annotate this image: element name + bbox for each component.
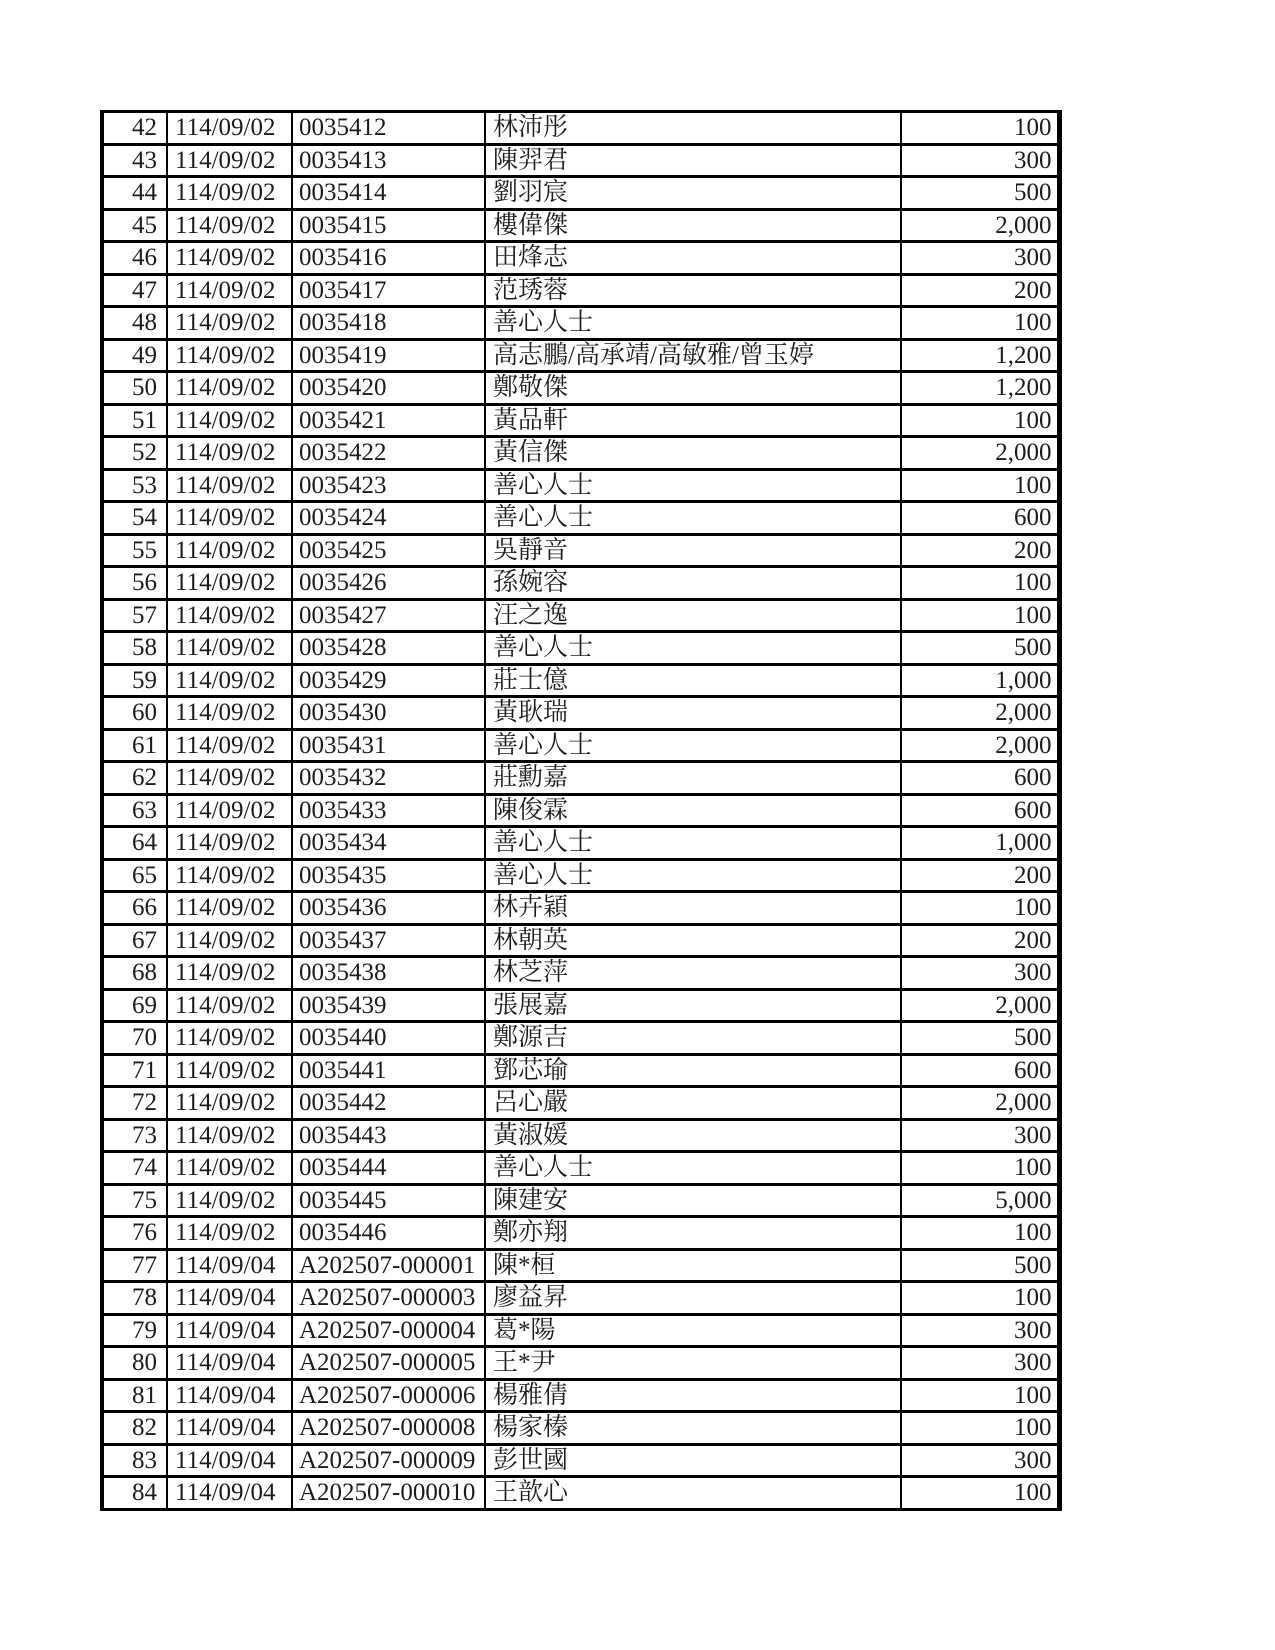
table-row <box>102 1314 1059 1347</box>
date-cell: 114/09/02 <box>167 794 292 827</box>
table-row <box>102 1249 1059 1282</box>
receipt-no-cell: A202507-000008 <box>292 1412 485 1445</box>
row-number-cell: 62 <box>102 762 167 795</box>
donor-name-cell: 楊家榛 <box>485 1412 901 1445</box>
amount-cell: 300 <box>901 242 1059 275</box>
row-number-cell: 74 <box>102 1152 167 1185</box>
date-cell: 114/09/02 <box>167 729 292 762</box>
row-number-cell: 46 <box>102 242 167 275</box>
row-number-cell: 69 <box>102 989 167 1022</box>
donor-name-cell: 莊勳嘉 <box>485 762 901 795</box>
table-row <box>102 599 1059 632</box>
donor-name-cell: 陳建安 <box>485 1184 901 1217</box>
date-cell: 114/09/02 <box>167 502 292 535</box>
receipt-no-cell: 0035436 <box>292 892 485 925</box>
donation-table-container <box>100 110 1062 1511</box>
row-number-cell: 47 <box>102 274 167 307</box>
receipt-no-cell: 0035412 <box>292 112 485 145</box>
table-row <box>102 1087 1059 1120</box>
amount-cell: 200 <box>901 924 1059 957</box>
date-cell: 114/09/02 <box>167 1022 292 1055</box>
amount-cell: 100 <box>901 567 1059 600</box>
amount-cell: 100 <box>901 892 1059 925</box>
row-number-cell: 81 <box>102 1379 167 1412</box>
table-row <box>102 274 1059 307</box>
date-cell: 114/09/02 <box>167 372 292 405</box>
receipt-no-cell: A202507-000001 <box>292 1249 485 1282</box>
receipt-no-cell: 0035426 <box>292 567 485 600</box>
date-cell: 114/09/02 <box>167 307 292 340</box>
row-number-cell: 56 <box>102 567 167 600</box>
table-row <box>102 1217 1059 1250</box>
donor-name-cell: 廖益昇 <box>485 1282 901 1315</box>
date-cell: 114/09/04 <box>167 1379 292 1412</box>
donor-name-cell: 范琇蓉 <box>485 274 901 307</box>
donor-name-cell: 鄭源吉 <box>485 1022 901 1055</box>
receipt-no-cell: 0035440 <box>292 1022 485 1055</box>
row-number-cell: 82 <box>102 1412 167 1445</box>
amount-cell: 600 <box>901 1054 1059 1087</box>
receipt-no-cell: 0035424 <box>292 502 485 535</box>
date-cell: 114/09/02 <box>167 957 292 990</box>
date-cell: 114/09/02 <box>167 469 292 502</box>
date-cell: 114/09/02 <box>167 859 292 892</box>
donor-name-cell: 呂心嚴 <box>485 1087 901 1120</box>
donor-name-cell: 鄭敬傑 <box>485 372 901 405</box>
row-number-cell: 49 <box>102 339 167 372</box>
row-number-cell: 79 <box>102 1314 167 1347</box>
donor-name-cell: 劉羽宸 <box>485 177 901 210</box>
donor-name-cell: 楊雅倩 <box>485 1379 901 1412</box>
amount-cell: 100 <box>901 469 1059 502</box>
table-row <box>102 242 1059 275</box>
donor-name-cell: 善心人士 <box>485 1152 901 1185</box>
donor-name-cell: 黃耿瑞 <box>485 697 901 730</box>
table-row <box>102 989 1059 1022</box>
amount-cell: 100 <box>901 599 1059 632</box>
row-number-cell: 65 <box>102 859 167 892</box>
table-row <box>102 112 1059 145</box>
table-row <box>102 729 1059 762</box>
date-cell: 114/09/04 <box>167 1282 292 1315</box>
date-cell: 114/09/04 <box>167 1412 292 1445</box>
row-number-cell: 64 <box>102 827 167 860</box>
amount-cell: 500 <box>901 1022 1059 1055</box>
date-cell: 114/09/04 <box>167 1314 292 1347</box>
amount-cell: 5,000 <box>901 1184 1059 1217</box>
date-cell: 114/09/02 <box>167 762 292 795</box>
receipt-no-cell: 0035433 <box>292 794 485 827</box>
table-row <box>102 1022 1059 1055</box>
row-number-cell: 60 <box>102 697 167 730</box>
date-cell: 114/09/02 <box>167 1217 292 1250</box>
table-row <box>102 1347 1059 1380</box>
amount-cell: 300 <box>901 1119 1059 1152</box>
row-number-cell: 83 <box>102 1444 167 1477</box>
date-cell: 114/09/02 <box>167 112 292 145</box>
donor-name-cell: 王*尹 <box>485 1347 901 1380</box>
donor-name-cell: 善心人士 <box>485 827 901 860</box>
donor-name-cell: 葛*陽 <box>485 1314 901 1347</box>
receipt-no-cell: 0035443 <box>292 1119 485 1152</box>
donor-name-cell: 善心人士 <box>485 729 901 762</box>
row-number-cell: 50 <box>102 372 167 405</box>
date-cell: 114/09/02 <box>167 144 292 177</box>
donor-name-cell: 善心人士 <box>485 502 901 535</box>
receipt-no-cell: 0035434 <box>292 827 485 860</box>
date-cell: 114/09/02 <box>167 274 292 307</box>
receipt-no-cell: 0035428 <box>292 632 485 665</box>
donor-name-cell: 善心人士 <box>485 469 901 502</box>
amount-cell: 100 <box>901 1217 1059 1250</box>
amount-cell: 2,000 <box>901 697 1059 730</box>
table-row <box>102 404 1059 437</box>
donor-name-cell: 善心人士 <box>485 859 901 892</box>
receipt-no-cell: 0035430 <box>292 697 485 730</box>
table-row <box>102 567 1059 600</box>
donor-name-cell: 黃淑媛 <box>485 1119 901 1152</box>
receipt-no-cell: 0035437 <box>292 924 485 957</box>
row-number-cell: 70 <box>102 1022 167 1055</box>
amount-cell: 600 <box>901 794 1059 827</box>
amount-cell: 1,000 <box>901 827 1059 860</box>
receipt-no-cell: 0035415 <box>292 209 485 242</box>
receipt-no-cell: 0035418 <box>292 307 485 340</box>
donor-name-cell: 樓偉傑 <box>485 209 901 242</box>
table-row <box>102 437 1059 470</box>
table-row <box>102 372 1059 405</box>
date-cell: 114/09/04 <box>167 1444 292 1477</box>
amount-cell: 600 <box>901 762 1059 795</box>
row-number-cell: 59 <box>102 664 167 697</box>
donor-name-cell: 林芝萍 <box>485 957 901 990</box>
date-cell: 114/09/02 <box>167 177 292 210</box>
row-number-cell: 45 <box>102 209 167 242</box>
receipt-no-cell: A202507-000006 <box>292 1379 485 1412</box>
row-number-cell: 72 <box>102 1087 167 1120</box>
receipt-no-cell: 0035413 <box>292 144 485 177</box>
amount-cell: 500 <box>901 177 1059 210</box>
receipt-no-cell: 0035416 <box>292 242 485 275</box>
date-cell: 114/09/02 <box>167 404 292 437</box>
donor-name-cell: 陳*桓 <box>485 1249 901 1282</box>
receipt-no-cell: 0035431 <box>292 729 485 762</box>
table-row <box>102 144 1059 177</box>
receipt-no-cell: 0035417 <box>292 274 485 307</box>
date-cell: 114/09/02 <box>167 697 292 730</box>
table-row <box>102 827 1059 860</box>
table-row <box>102 859 1059 892</box>
amount-cell: 2,000 <box>901 729 1059 762</box>
receipt-no-cell: 0035439 <box>292 989 485 1022</box>
table-row <box>102 1412 1059 1445</box>
date-cell: 114/09/02 <box>167 1087 292 1120</box>
receipt-no-cell: 0035414 <box>292 177 485 210</box>
table-row <box>102 957 1059 990</box>
donor-name-cell: 田烽志 <box>485 242 901 275</box>
date-cell: 114/09/02 <box>167 534 292 567</box>
amount-cell: 300 <box>901 1444 1059 1477</box>
date-cell: 114/09/02 <box>167 1152 292 1185</box>
table-row <box>102 209 1059 242</box>
amount-cell: 1,000 <box>901 664 1059 697</box>
date-cell: 114/09/02 <box>167 242 292 275</box>
amount-cell: 200 <box>901 534 1059 567</box>
date-cell: 114/09/02 <box>167 827 292 860</box>
date-cell: 114/09/02 <box>167 924 292 957</box>
amount-cell: 1,200 <box>901 339 1059 372</box>
row-number-cell: 80 <box>102 1347 167 1380</box>
donor-name-cell: 鄧芯瑜 <box>485 1054 901 1087</box>
donor-name-cell: 林朝英 <box>485 924 901 957</box>
row-number-cell: 42 <box>102 112 167 145</box>
receipt-no-cell: A202507-000004 <box>292 1314 485 1347</box>
donor-name-cell: 彭世國 <box>485 1444 901 1477</box>
row-number-cell: 76 <box>102 1217 167 1250</box>
amount-cell: 2,000 <box>901 209 1059 242</box>
donor-name-cell: 陳羿君 <box>485 144 901 177</box>
row-number-cell: 58 <box>102 632 167 665</box>
table-row <box>102 1054 1059 1087</box>
date-cell: 114/09/02 <box>167 1184 292 1217</box>
donor-name-cell: 陳俊霖 <box>485 794 901 827</box>
table-row <box>102 892 1059 925</box>
table-row <box>102 762 1059 795</box>
donor-name-cell: 莊士億 <box>485 664 901 697</box>
table-row <box>102 664 1059 697</box>
row-number-cell: 43 <box>102 144 167 177</box>
row-number-cell: 67 <box>102 924 167 957</box>
table-row <box>102 794 1059 827</box>
row-number-cell: 66 <box>102 892 167 925</box>
table-row <box>102 177 1059 210</box>
amount-cell: 2,000 <box>901 437 1059 470</box>
table-row <box>102 1184 1059 1217</box>
receipt-no-cell: 0035445 <box>292 1184 485 1217</box>
donor-name-cell: 林沛彤 <box>485 112 901 145</box>
row-number-cell: 78 <box>102 1282 167 1315</box>
row-number-cell: 51 <box>102 404 167 437</box>
date-cell: 114/09/04 <box>167 1477 292 1510</box>
donor-name-cell: 黃品軒 <box>485 404 901 437</box>
receipt-no-cell: A202507-000003 <box>292 1282 485 1315</box>
receipt-no-cell: 0035419 <box>292 339 485 372</box>
amount-cell: 100 <box>901 1412 1059 1445</box>
table-row <box>102 339 1059 372</box>
amount-cell: 100 <box>901 1477 1059 1510</box>
receipt-no-cell: 0035442 <box>292 1087 485 1120</box>
table-row <box>102 697 1059 730</box>
receipt-no-cell: A202507-000010 <box>292 1477 485 1510</box>
row-number-cell: 61 <box>102 729 167 762</box>
date-cell: 114/09/02 <box>167 1054 292 1087</box>
amount-cell: 600 <box>901 502 1059 535</box>
receipt-no-cell: 0035441 <box>292 1054 485 1087</box>
row-number-cell: 68 <box>102 957 167 990</box>
receipt-no-cell: 0035446 <box>292 1217 485 1250</box>
donor-name-cell: 孫婉容 <box>485 567 901 600</box>
receipt-no-cell: 0035421 <box>292 404 485 437</box>
date-cell: 114/09/02 <box>167 209 292 242</box>
amount-cell: 500 <box>901 1249 1059 1282</box>
receipt-no-cell: A202507-000009 <box>292 1444 485 1477</box>
row-number-cell: 52 <box>102 437 167 470</box>
donor-name-cell: 鄭亦翔 <box>485 1217 901 1250</box>
table-row <box>102 632 1059 665</box>
receipt-no-cell: 0035444 <box>292 1152 485 1185</box>
table-row <box>102 1119 1059 1152</box>
row-number-cell: 77 <box>102 1249 167 1282</box>
donation-table-body <box>102 112 1059 1510</box>
receipt-no-cell: 0035435 <box>292 859 485 892</box>
receipt-no-cell: 0035427 <box>292 599 485 632</box>
amount-cell: 300 <box>901 1314 1059 1347</box>
row-number-cell: 55 <box>102 534 167 567</box>
amount-cell: 200 <box>901 274 1059 307</box>
receipt-no-cell: 0035425 <box>292 534 485 567</box>
date-cell: 114/09/02 <box>167 1119 292 1152</box>
donor-name-cell: 善心人士 <box>485 307 901 340</box>
row-number-cell: 48 <box>102 307 167 340</box>
donor-name-cell: 高志鵬/高承靖/高敏雅/曾玉婷 <box>485 339 901 372</box>
row-number-cell: 53 <box>102 469 167 502</box>
date-cell: 114/09/04 <box>167 1347 292 1380</box>
amount-cell: 2,000 <box>901 989 1059 1022</box>
row-number-cell: 44 <box>102 177 167 210</box>
amount-cell: 300 <box>901 144 1059 177</box>
row-number-cell: 63 <box>102 794 167 827</box>
amount-cell: 200 <box>901 859 1059 892</box>
amount-cell: 100 <box>901 1282 1059 1315</box>
receipt-no-cell: 0035422 <box>292 437 485 470</box>
date-cell: 114/09/02 <box>167 664 292 697</box>
donor-name-cell: 林卉穎 <box>485 892 901 925</box>
table-row <box>102 1379 1059 1412</box>
donor-name-cell: 王歆心 <box>485 1477 901 1510</box>
row-number-cell: 71 <box>102 1054 167 1087</box>
table-row <box>102 1282 1059 1315</box>
amount-cell: 300 <box>901 957 1059 990</box>
amount-cell: 100 <box>901 404 1059 437</box>
row-number-cell: 73 <box>102 1119 167 1152</box>
donor-name-cell: 吳靜音 <box>485 534 901 567</box>
date-cell: 114/09/02 <box>167 892 292 925</box>
donor-name-cell: 汪之逸 <box>485 599 901 632</box>
donor-name-cell: 黃信傑 <box>485 437 901 470</box>
amount-cell: 100 <box>901 307 1059 340</box>
table-row <box>102 1152 1059 1185</box>
amount-cell: 100 <box>901 1379 1059 1412</box>
receipt-no-cell: 0035423 <box>292 469 485 502</box>
table-row <box>102 1477 1059 1510</box>
date-cell: 114/09/02 <box>167 632 292 665</box>
amount-cell: 300 <box>901 1347 1059 1380</box>
receipt-no-cell: 0035438 <box>292 957 485 990</box>
table-row <box>102 534 1059 567</box>
table-row <box>102 307 1059 340</box>
date-cell: 114/09/02 <box>167 437 292 470</box>
receipt-no-cell: 0035420 <box>292 372 485 405</box>
date-cell: 114/09/02 <box>167 989 292 1022</box>
amount-cell: 100 <box>901 112 1059 145</box>
row-number-cell: 54 <box>102 502 167 535</box>
date-cell: 114/09/02 <box>167 339 292 372</box>
table-row <box>102 469 1059 502</box>
table-row <box>102 502 1059 535</box>
row-number-cell: 75 <box>102 1184 167 1217</box>
row-number-cell: 84 <box>102 1477 167 1510</box>
receipt-no-cell: 0035432 <box>292 762 485 795</box>
amount-cell: 1,200 <box>901 372 1059 405</box>
date-cell: 114/09/04 <box>167 1249 292 1282</box>
donation-list-table <box>100 110 1062 1511</box>
row-number-cell: 57 <box>102 599 167 632</box>
table-row <box>102 1444 1059 1477</box>
amount-cell: 500 <box>901 632 1059 665</box>
amount-cell: 100 <box>901 1152 1059 1185</box>
donor-name-cell: 善心人士 <box>485 632 901 665</box>
date-cell: 114/09/02 <box>167 599 292 632</box>
donor-name-cell: 張展嘉 <box>485 989 901 1022</box>
table-row <box>102 924 1059 957</box>
date-cell: 114/09/02 <box>167 567 292 600</box>
receipt-no-cell: A202507-000005 <box>292 1347 485 1380</box>
receipt-no-cell: 0035429 <box>292 664 485 697</box>
amount-cell: 2,000 <box>901 1087 1059 1120</box>
